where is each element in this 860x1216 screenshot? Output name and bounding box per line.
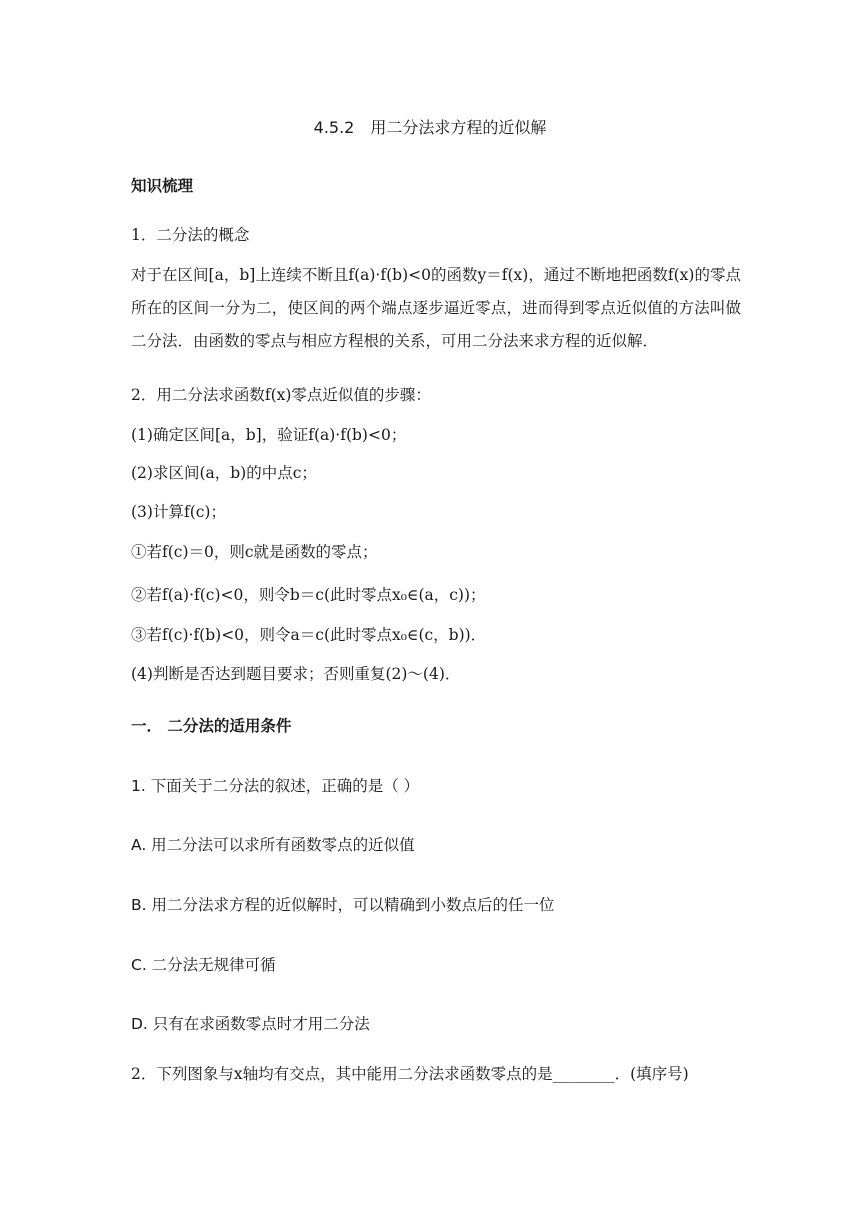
question1-option-b: B. 用二分法求方程的近似解时，可以精确到小数点后的任一位 [131,896,555,914]
item1-heading: 1．二分法的概念 [131,226,250,244]
step-1: (1)确定区间[a，b]，验证f(a)·f(b)<0； [131,426,407,444]
step-3c: ③若f(c)·f(b)<0，则令a＝c(此时零点x₀∈(c，b))． [131,626,487,644]
part1-heading: 一． 二分法的适用条件 [131,717,292,735]
question1-stem: 1. 下面关于二分法的叙述，正确的是（ ） [131,777,420,795]
question1-option-d: D. 只有在求函数零点时才用二分法 [131,1015,370,1033]
step-2: (2)求区间(a，b)的中点c； [131,464,317,482]
step-4: (4)判断是否达到题目要求；否则重复(2)～(4)． [131,665,461,683]
question1-option-a: A. 用二分法可以求所有函数零点的近似值 [131,836,415,854]
step-3a: ①若f(c)＝0，则c就是函数的零点； [131,543,378,561]
item1-body: 对于在区间[a，b]上连续不断且f(a)·f(b)<0的函数y＝f(x)，通过不断地把函数f(x)的零点所在的区间一分为二，使区间的两个端点逐步逼近零点，进而得到零点近似值的方法叫做二分法．由函数的零点与相应方程根的关系，可用二分法来求方程的近似解． [131,266,741,350]
section-heading: 知识梳理 [131,177,194,195]
page-title: 4.5.2 用二分法求方程的近似解 [313,118,547,137]
step-3: (3)计算f(c)； [131,503,226,521]
question1-option-c: C. 二分法无规律可循 [131,956,276,974]
item2-heading: 2．用二分法求函数f(x)零点近似值的步骤： [131,386,431,404]
step-3b: ②若f(a)·f(c)<0，则令b＝c(此时零点x₀∈(a，c))； [131,586,486,604]
question2-stem: 2．下列图象与x轴均有交点，其中能用二分法求函数零点的是________．(填序号) [131,1065,689,1083]
